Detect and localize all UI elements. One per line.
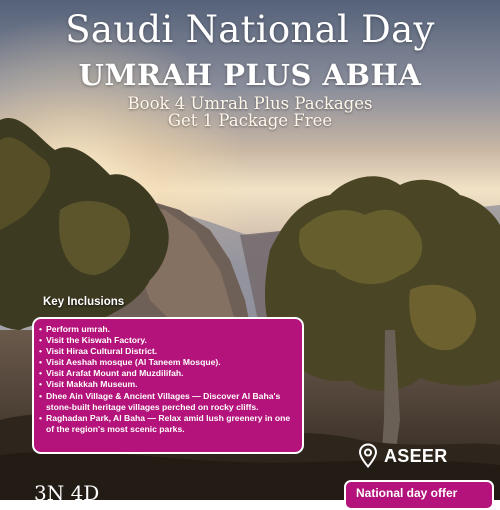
list-item: • Visit the Kiswah Factory.	[39, 335, 296, 346]
location-tag	[358, 443, 448, 469]
inclusions-title: Key Inclusions	[43, 296, 125, 308]
offer-line-1: Book 4 Umrah Plus Packages	[127, 94, 373, 113]
inclusions-list	[39, 324, 296, 435]
offer-badge: National day offer	[344, 480, 494, 510]
list-item: • Visit Arafat Mount and Muzdilifah.	[39, 368, 296, 379]
offer-line-2: Get 1 Package Free	[167, 111, 333, 130]
list-item: • Perform umrah.	[39, 324, 296, 335]
list-item: • Dhee Ain Village & Ancient Villages — Discover Al Baha's stone-built heritage villages perched on rocky cliffs.	[39, 391, 296, 413]
list-item: • Visit Makkah Museum.	[39, 379, 296, 390]
location-pin-icon	[358, 443, 378, 469]
duration-label: 3N 4D	[34, 481, 100, 505]
list-item: • Raghadan Park, Al Baha — Relax amid lush greenery in one of the region's most scenic parks.	[39, 413, 296, 435]
list-item: • Visit Aeshah mosque (Al Taneem Mosque).	[39, 357, 296, 368]
headline-subtitle: UMRAH PLUS ABHA	[78, 58, 422, 92]
location-label: ASEER	[384, 445, 448, 466]
offer-text	[0, 95, 500, 129]
headline-title: Saudi National Day	[65, 8, 435, 51]
inclusions-box	[32, 317, 304, 454]
list-item: • Visit Hiraa Cultural District.	[39, 346, 296, 357]
